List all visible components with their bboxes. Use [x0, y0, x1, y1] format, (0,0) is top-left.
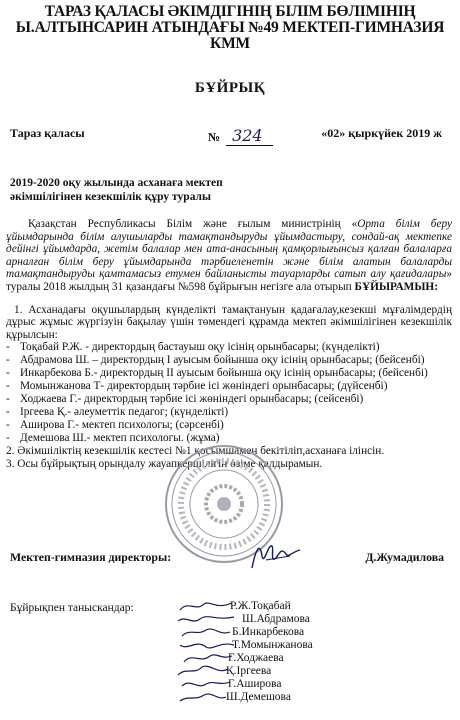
acknowledged-row	[176, 691, 376, 704]
order-item-1: 1. Асханадағы оқушылардың күнделікті тамақтануын қадағалау,кезекші мұғалімдердің дұрыс жұмыс жүргізуін бақылау үшін төмендегі құрамда мектеп әкімшілігінен кезекшілік құрылсын:	[6, 303, 452, 341]
acknowledged-name: Қ.Іргеева	[226, 665, 272, 677]
duty-list-item: - Ходжаева Г.- директордың тәрбие ісі жөніндегі орынбасары; (сейсенбі)	[6, 393, 452, 406]
order-number	[208, 126, 273, 145]
organization-header	[0, 4, 460, 52]
acknowledged-name: Ш.Абдрамова	[242, 613, 310, 625]
order-body	[6, 218, 452, 471]
duty-list-item: - Инкарбекова Б.- директордың ІІ ауысым бойынша оқу ісінің орынбасары; (бейсенбі)	[6, 367, 452, 380]
header-line-1: ТАРАЗ ҚАЛАСЫ ӘКІМДІГІНІҢ БІЛІМ БӨЛІМІНІҢ	[44, 3, 416, 20]
header-line-2: Ы.АЛТЫНСАРИН АТЫНДАҒЫ №49 МЕКТЕП-ГИМНАЗИЯ КММ	[15, 19, 445, 52]
subject-line-2: әкімшілігінен кезекшілік құру туралы	[10, 191, 211, 203]
intro-part-2: » туралы 2018 жылдың 31 қазандағы №598 бұйрығын негізге ала отырып	[6, 268, 452, 293]
duty-list-item: - Аширова Г.- мектеп психологы; (сәрсенбі)	[6, 419, 452, 432]
city-label: Тараз қаласы	[10, 126, 85, 140]
director-label: Мектеп-гимназия директоры:	[10, 550, 172, 564]
handwritten-number: 324	[226, 126, 273, 146]
acknowledged-name: Г.Аширова	[228, 678, 282, 690]
acknowledged-label: Бұйрықпен таныскандар:	[10, 602, 134, 614]
duty-list-item: - Абдрамова Ш. – директордың І ауысым бойынша оқу ісінің орынбасары; (бейсенбі)	[6, 354, 452, 367]
subject-line-1: 2019-2020 оқу жылында асханаға мектеп	[10, 177, 223, 189]
duty-list-item: - Тоқабай Р.Ж. - директордың бастауыш оқу ісінің орынбасары; (күнделікті)	[6, 341, 452, 354]
director-name: Д.Жумадилова	[365, 550, 444, 564]
intro-part-1: Қазақстан Республикасы Білім және ғылым министрінің «	[28, 218, 358, 230]
acknowledged-name: Р.Ж.Тоқабай	[230, 600, 291, 612]
order-date: «02» қыркүйек 2019 ж	[321, 126, 442, 140]
acknowledged-name: Б.Инкарбекова	[232, 626, 305, 638]
order-title: БҰЙРЫҚ	[194, 80, 266, 96]
duty-list-item: - Іргеева Қ.- әлеуметтік педагог; (күнделікті)	[6, 406, 452, 419]
duty-list-item: - Демешова Ш.- мектеп психологы. (жұма)	[6, 432, 452, 445]
director-signature	[246, 538, 306, 572]
duty-list-item: - Момынжанова Т- директордың тәрбие ісі жөніндегі орынбасары; (дүйсенбі)	[6, 380, 452, 393]
acknowledged-name: Г.Ходжаева	[228, 652, 284, 664]
acknowledged-name: Т.Момынжанова	[232, 639, 313, 651]
number-prefix: №	[208, 130, 221, 144]
order-subject	[10, 176, 310, 204]
duty-list	[6, 341, 452, 445]
intro-italic-title: Орта білім беру ұйымдарында білім алушыларды тамақтандыруды ұйымдастыру, сондай-ақ мектепке дейінгі ұйымдарда, жетім балалар мен ата-анасының қамқорлығынсыз қалған балаларға арналған білім беру ұйымдарында тәрбиеленетін және білім алатын балаларды тамақтандыруды қамтамасыз етумен байланысты тауарларды сатып алу қағидалары	[6, 218, 452, 281]
acknowledged-list	[176, 600, 376, 704]
order-item-2: 2. Әкімшіліктің кезекшілік кестесі №1 қосымшамен бекітіліп,асханаға ілінсін.	[6, 445, 385, 458]
intro-paragraph	[6, 218, 452, 294]
acknowledged-name: Ш.Демешова	[226, 691, 291, 703]
order-item-3: 3. Осы бұйрықтың орындалу жауапкершілігін өзіме қалдырамын.	[6, 458, 323, 471]
intro-command: БҰЙЫРАМЫН:	[354, 280, 438, 293]
